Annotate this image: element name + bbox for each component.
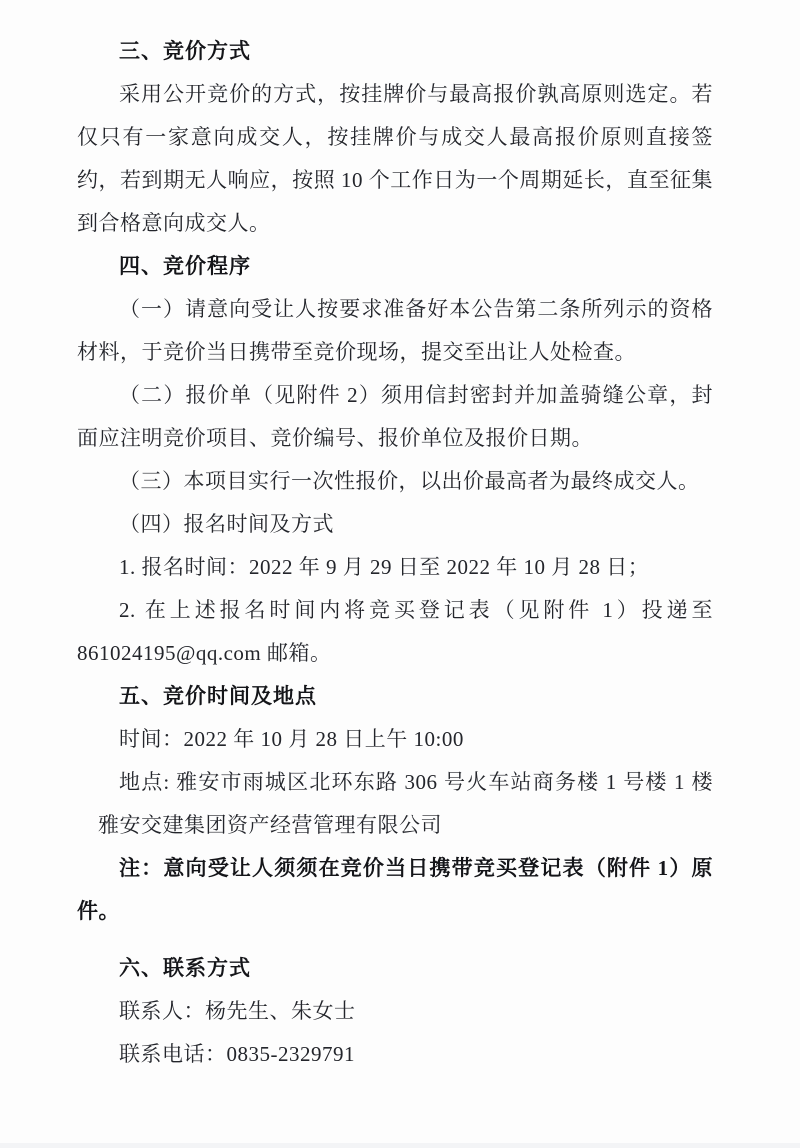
para-procedure-item-3: （三）本项目实行一次性报价，以出价最高者为最终成交人。	[119, 469, 700, 493]
document-body	[77, 30, 713, 1076]
para-contact-person: 联系人：杨先生、朱女士	[119, 999, 356, 1023]
heading-bidding-procedure: 四、竞价程序	[119, 254, 251, 278]
para-procedure-item-4: （四）报名时间及方式	[119, 512, 334, 536]
para-procedure-item-1: （一）请意向受让人按要求准备好本公告第二条所列示的资格材料，于竞价当日携带至竞价现场，提交至出让人处检查。	[77, 297, 713, 364]
para-bidding-time: 时间：2022 年 10 月 28 日上午 10:00	[119, 727, 464, 751]
para-registration-time: 1. 报名时间：2022 年 9 月 29 日至 2022 年 10 月 28 日；	[119, 555, 650, 579]
para-registration-delivery: 2. 在上述报名时间内将竞买登记表（见附件 1）投递至 861024195@qq.com 邮箱。	[77, 598, 713, 665]
page-bottom-edge	[0, 1143, 800, 1148]
para-bidding-location: 地点: 雅安市雨城区北环东路 306 号火车站商务楼 1 号楼 1 楼雅安交建集团资产经营管理有限公司	[98, 770, 713, 837]
para-note: 注：意向受让人须须在竞价当日携带竞买登记表（附件 1）原件。	[77, 856, 713, 923]
heading-bidding-method: 三、竞价方式	[119, 39, 251, 63]
para-contact-phone: 联系电话：0835-2329791	[119, 1042, 355, 1066]
heading-bidding-time-location: 五、竞价时间及地点	[119, 684, 317, 708]
para-bidding-method-detail: 采用公开竞价的方式，按挂牌价与最高报价孰高原则选定。若仅只有一家意向成交人，按挂牌价与成交人最高报价原则直接签约，若到期无人响应，按照 10 个工作日为一个周期延长，直至征集到合格意向成交人。	[77, 82, 713, 235]
para-procedure-item-2: （二）报价单（见附件 2）须用信封密封并加盖骑缝公章，封面应注明竞价项目、竞价编号、报价单位及报价日期。	[77, 383, 713, 450]
heading-contact: 六、联系方式	[119, 956, 251, 980]
